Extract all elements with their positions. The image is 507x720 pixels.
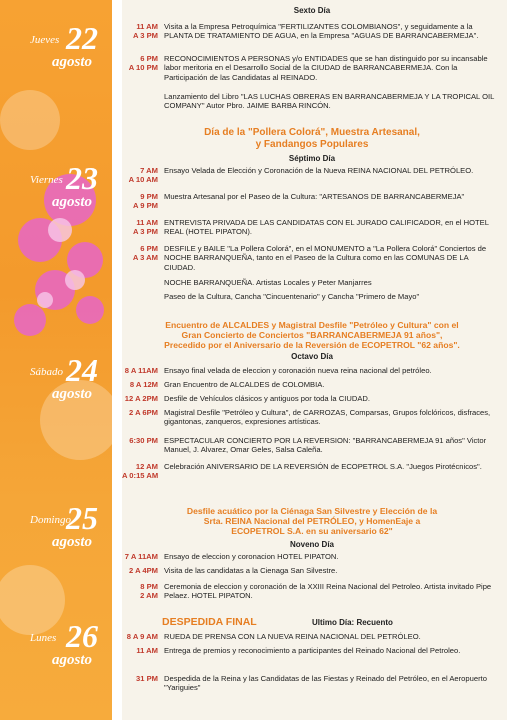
event-time: 11 AM A 3 PM xyxy=(132,218,158,237)
day-month: agosto xyxy=(52,386,93,402)
day-number: 22 xyxy=(66,20,98,56)
banner-line: Gran Concierto de Conciertos "BARRANCABERMEJA 91 años", xyxy=(181,330,443,340)
banner-line: Día de la "Pollera Colorá", Muestra Artesanal, xyxy=(204,127,420,138)
banner-line: Encuentro de ALCALDES y Magistral Desfile "Petróleo y Cultura" con el xyxy=(165,320,459,330)
event-time: 11 AM A 3 PM xyxy=(132,22,158,41)
section-title: Séptimo Día xyxy=(288,154,336,163)
event-time: 6:30 PM xyxy=(129,436,158,445)
day-number: 24 xyxy=(66,352,98,388)
event-description: Magistral Desfile "Petróleo y Cultura", de CARROZAS, Comparsas, Grupos folclóricos, disfraces, gigantonas, zanqueros, expresiones artísticas. xyxy=(164,408,491,427)
event-time: 8 PM 2 AM xyxy=(140,582,158,601)
event-description: Muestra Artesanal por el Paseo de la Cultura: "ARTESANOS DE BARRANCABERMEJA" xyxy=(164,192,465,201)
banner-line: y Fandangos Populares xyxy=(255,139,369,150)
event-time: 2 A 6PM xyxy=(129,408,158,417)
event-description: Entrega de premios y reconocimiento a participantes del Reinado Nacional del Petroleo. xyxy=(164,646,461,655)
event-description: Ceremonia de eleccion y coronación de la XXIII Reina Nacional del Petroleo. Artista invitado Pipe Pelaez. HOTEL PIPATON. xyxy=(164,582,492,601)
event-description: Paseo de la Cultura, Cancha "Cincuentenario" y Cancha "Primero de Mayo" xyxy=(164,292,420,301)
event-description: RUEDA DE PRENSA CON LA NUEVA REINA NACIONAL DEL PETRÓLEO. xyxy=(164,632,421,641)
event-time: 6 PM A 3 AM xyxy=(132,244,158,263)
event-description: ESPECTACULAR CONCIERTO POR LA REVERSION: "BARRANCABERMEJA 91 años" Victor Manuel, J. Alvarez, Omar Geles, Salsa Caleña. xyxy=(164,436,487,455)
event-time: 12 A 2PM xyxy=(124,394,158,403)
section-title: Noveno Día xyxy=(289,540,334,549)
event-time: 6 PM A 10 PM xyxy=(128,54,158,73)
event-time: 7 AM A 10 AM xyxy=(128,166,158,185)
event-time: 7 A 11AM xyxy=(124,552,158,561)
banner-line: Precedido por el Aniversario de la Reversión de ECOPETROL "62 años". xyxy=(164,340,460,350)
day-name: Domingo xyxy=(30,514,71,526)
sidebar xyxy=(0,0,112,720)
event-time: 8 A 12M xyxy=(129,380,158,389)
event-description: Gran Encuentro de ALCALDES de COLOMBIA. xyxy=(164,380,325,389)
day-label-24 xyxy=(0,352,112,412)
event-description: Celebración ANIVERSARIO DE LA REVERSIÓN de ECOPETROL S.A. "Juegos Pirotécnicos". xyxy=(164,462,482,471)
day-label-26 xyxy=(0,618,112,678)
day-month: agosto xyxy=(52,534,93,550)
event-description: Ensayo de eleccion y coronacion HOTEL PIPATON. xyxy=(164,552,339,561)
day-number: 23 xyxy=(66,160,98,196)
event-time: 8 A 9 AM xyxy=(126,632,158,641)
event-time: 9 PM A 9 PM xyxy=(132,192,158,211)
banner-line: Srta. REINA Nacional del PETRÓLEO, y HomenEaje a xyxy=(203,516,421,526)
final-heading: DESPEDIDA FINAL xyxy=(162,616,257,628)
day-month: agosto xyxy=(52,652,93,668)
event-description: Desfile de Vehículos clásicos y antiguos por toda la CIUDAD. xyxy=(164,394,370,403)
day-name: Jueves xyxy=(30,34,60,46)
final-subtitle: Ultimo Día: Recuento xyxy=(312,618,393,627)
event-description: Ensayo final velada de eleccion y coronación nueva reina nacional del petróleo. xyxy=(164,366,432,375)
event-time: 31 PM xyxy=(136,674,158,683)
banner-line: ECOPETROL S.A. en su aniversario 62" xyxy=(231,526,393,536)
event-time: 11 AM xyxy=(136,646,158,655)
day-label-22 xyxy=(0,20,112,80)
banner-line: Desfile acuático por la Ciénaga San Silvestre y Elección de la xyxy=(186,506,438,516)
day-month: agosto xyxy=(52,194,93,210)
day-name: Lunes xyxy=(30,632,57,644)
section-title: Sexto Día xyxy=(293,6,331,15)
event-time: 2 A 4PM xyxy=(129,566,158,575)
event-description: DESFILE y BAILE "La Pollera Colorá", en el MONUMENTO a "La Pollera Colorá" Conciertos de NOCHE BARRANQUEÑA, tanto en el Paseo de la Cultura como en las COMUNAS DE LA CIUDAD. xyxy=(164,244,487,272)
event-time: 8 A 11AM xyxy=(124,366,158,375)
event-time: 12 AM A 0:15 AM xyxy=(122,462,159,481)
section-title: Octavo Día xyxy=(291,352,333,361)
day-number: 26 xyxy=(66,618,98,654)
event-description: RECONOCIMIENTOS A PERSONAS y/o ENTIDADES que se han distinguido por su incansable labor meritoria en el Desarrollo Social de la CIUDAD de BARRANCABERMEJA. Con la Participación de las Candidatas al REINADO. xyxy=(164,54,488,82)
day-name: Sábado xyxy=(30,366,63,378)
program-content xyxy=(122,0,502,720)
event-description: Visita de las candidatas a la Cienaga San Silvestre. xyxy=(164,566,338,575)
day-label-25 xyxy=(0,500,112,560)
event-description: Visita a la Empresa Petroquímica "FERTILIZANTES COLOMBIANOS", y seguidamente a la PLANTA DE TRATAMIENTO DE AGUA, en la Empresa "AGUAS DE BARRANCABERMEJA". xyxy=(164,22,479,41)
event-description: Despedida de la Reina y las Candidatas de las Fiestas y Reinado del Petróleo, en el Aeropuerto "Yariguies" xyxy=(164,674,487,693)
day-number: 25 xyxy=(66,500,98,536)
day-name: Viernes xyxy=(30,174,63,186)
event-description: Lanzamiento del Libro "LAS LUCHAS OBRERAS EN BARRANCABERMEJA Y LA TROPICAL OIL COMPANY" Autor Pbro. JAIME BARBA RINCÓN. xyxy=(164,92,495,111)
event-description: NOCHE BARRANQUEÑA. Artistas Locales y Peter Manjarres xyxy=(164,278,372,287)
event-description: ENTREVISTA PRIVADA DE LAS CANDIDATAS CON EL JURADO CALIFICADOR, en el HOTEL REAL (HOTEL PIPATON). xyxy=(164,218,489,237)
day-label-23 xyxy=(0,160,112,220)
day-month: agosto xyxy=(52,54,93,70)
separator xyxy=(112,0,122,720)
event-description: Ensayo Velada de Elección y Coronación de la Nueva REINA NACIONAL DEL PETRÓLEO. xyxy=(164,166,474,175)
